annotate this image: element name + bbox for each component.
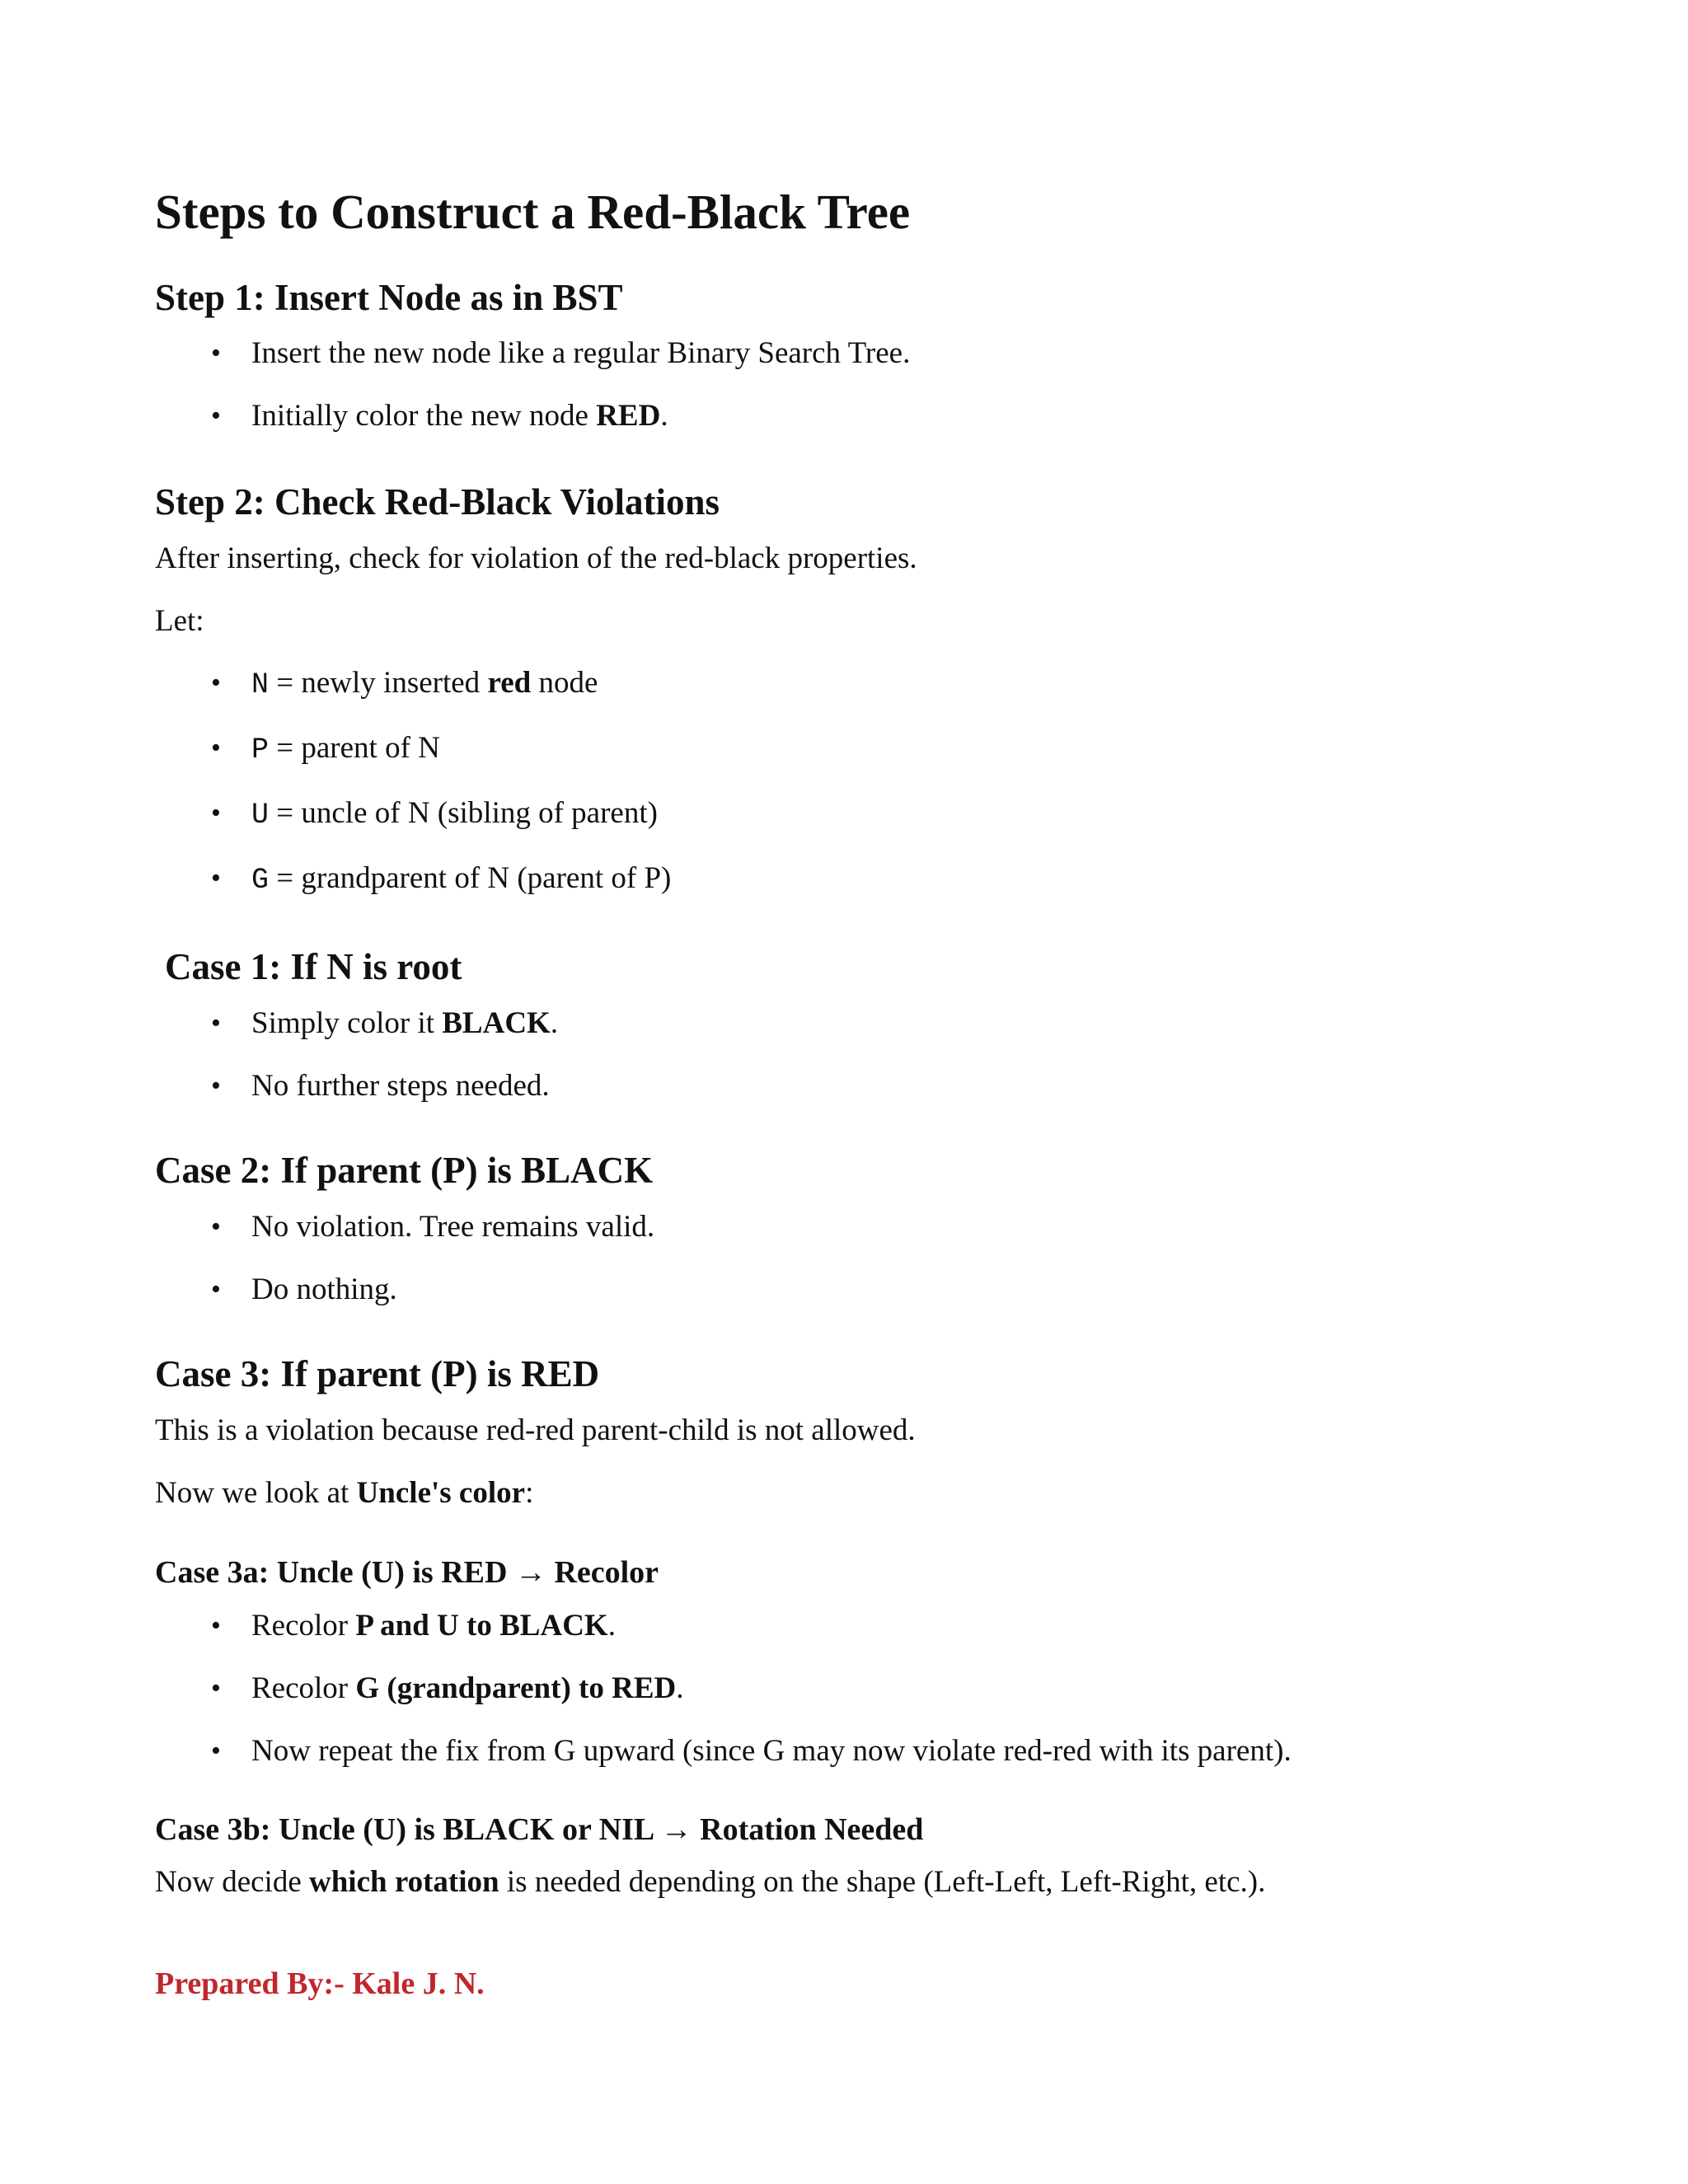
bullet-glyph: • xyxy=(211,668,221,698)
item-text: = grandparent of N (parent of P) xyxy=(269,861,672,895)
case3b-line xyxy=(155,1867,1265,1897)
var-code: N xyxy=(251,668,270,701)
var-code: G xyxy=(251,864,270,897)
item-text: node xyxy=(531,666,598,700)
item-text: Insert the new node like a regular Binary Search Tree. xyxy=(251,336,911,370)
item-text: . xyxy=(660,399,668,433)
case1-item-2 xyxy=(251,1071,550,1101)
bullet-glyph: • xyxy=(211,733,221,763)
var-item-n xyxy=(251,668,598,700)
item-bold: RED xyxy=(596,399,661,433)
case3b-heading: Case 3b: Uncle (U) is BLACK or NIL → Rotation Needed xyxy=(155,1812,924,1847)
item-text: Now decide xyxy=(155,1865,309,1899)
item-bold: P and U to BLACK xyxy=(355,1609,608,1643)
item-text: Now we look at xyxy=(155,1476,357,1510)
case3-line1: This is a violation because red-red parent-child is not allowed. xyxy=(155,1413,916,1447)
item-bold: Uncle's color xyxy=(356,1476,526,1510)
item-text: No further steps needed. xyxy=(251,1069,550,1103)
bullet-glyph: • xyxy=(211,401,221,431)
bullet-glyph: • xyxy=(211,1274,221,1305)
item-text: Recolor xyxy=(251,1671,356,1705)
case1-item-1 xyxy=(251,1008,558,1038)
step1-item-1 xyxy=(251,338,910,368)
author-credit: Prepared By:- Kale J. N. xyxy=(155,1966,485,2001)
case3a-heading: Case 3a: Uncle (U) is RED → Recolor xyxy=(155,1555,659,1590)
case2-heading: Case 2: If parent (P) is BLACK xyxy=(155,1150,654,1191)
bullet-glyph: • xyxy=(211,338,221,368)
page-title: Steps to Construct a Red-Black Tree xyxy=(155,185,911,239)
item-text: . xyxy=(676,1671,684,1705)
item-text: : xyxy=(525,1476,534,1510)
case3a-item-3 xyxy=(251,1736,1292,1766)
case3-heading: Case 3: If parent (P) is RED xyxy=(155,1353,600,1394)
bullet-glyph: • xyxy=(211,1736,221,1766)
item-bold: red xyxy=(487,666,532,700)
item-text: = parent of N xyxy=(269,731,440,765)
item-bold: BLACK xyxy=(442,1006,551,1040)
step1-heading: Step 1: Insert Node as in BST xyxy=(155,277,623,318)
item-bold: which rotation xyxy=(309,1865,499,1899)
step2-intro: After inserting, check for violation of the red-black properties. xyxy=(155,541,917,575)
step2-heading: Step 2: Check Red-Black Violations xyxy=(155,481,720,523)
case1-heading: Case 1: If N is root xyxy=(165,946,462,987)
step2-let: Let: xyxy=(155,604,204,638)
bullet-glyph: • xyxy=(211,1008,221,1038)
case3-line2 xyxy=(155,1478,533,1508)
item-text: Simply color it xyxy=(251,1006,443,1040)
var-item-p xyxy=(251,733,440,765)
item-text: = newly inserted xyxy=(269,666,488,700)
item-bold: G (grandparent) to RED xyxy=(355,1671,677,1705)
item-text: = uncle of N (sibling of parent) xyxy=(269,796,658,830)
step1-item-2 xyxy=(251,401,668,431)
item-text: Now repeat the fix from G upward (since G may now violate red-red with its parent). xyxy=(251,1734,1292,1768)
bullet-glyph: • xyxy=(211,1610,221,1641)
case3a-item-1 xyxy=(251,1610,616,1641)
item-text: Initially color the new node xyxy=(251,399,597,433)
item-text: No violation. Tree remains valid. xyxy=(251,1210,655,1244)
var-code: P xyxy=(251,733,270,766)
bullet-glyph: • xyxy=(211,1673,221,1704)
var-code: U xyxy=(251,799,270,832)
item-text: . xyxy=(550,1006,559,1040)
case2-item-1 xyxy=(251,1212,654,1242)
bullet-glyph: • xyxy=(211,1212,221,1242)
case3a-item-2 xyxy=(251,1673,683,1704)
var-item-u xyxy=(251,798,658,830)
bullet-glyph: • xyxy=(211,863,221,893)
bullet-glyph: • xyxy=(211,798,221,828)
item-text: . xyxy=(607,1609,616,1643)
var-item-g xyxy=(251,863,671,895)
item-text: is needed depending on the shape (Left-Left, Left-Right, etc.). xyxy=(499,1865,1266,1899)
bullet-glyph: • xyxy=(211,1071,221,1101)
item-text: Do nothing. xyxy=(251,1272,397,1306)
case2-item-2 xyxy=(251,1274,397,1305)
item-text: Recolor xyxy=(251,1609,356,1643)
